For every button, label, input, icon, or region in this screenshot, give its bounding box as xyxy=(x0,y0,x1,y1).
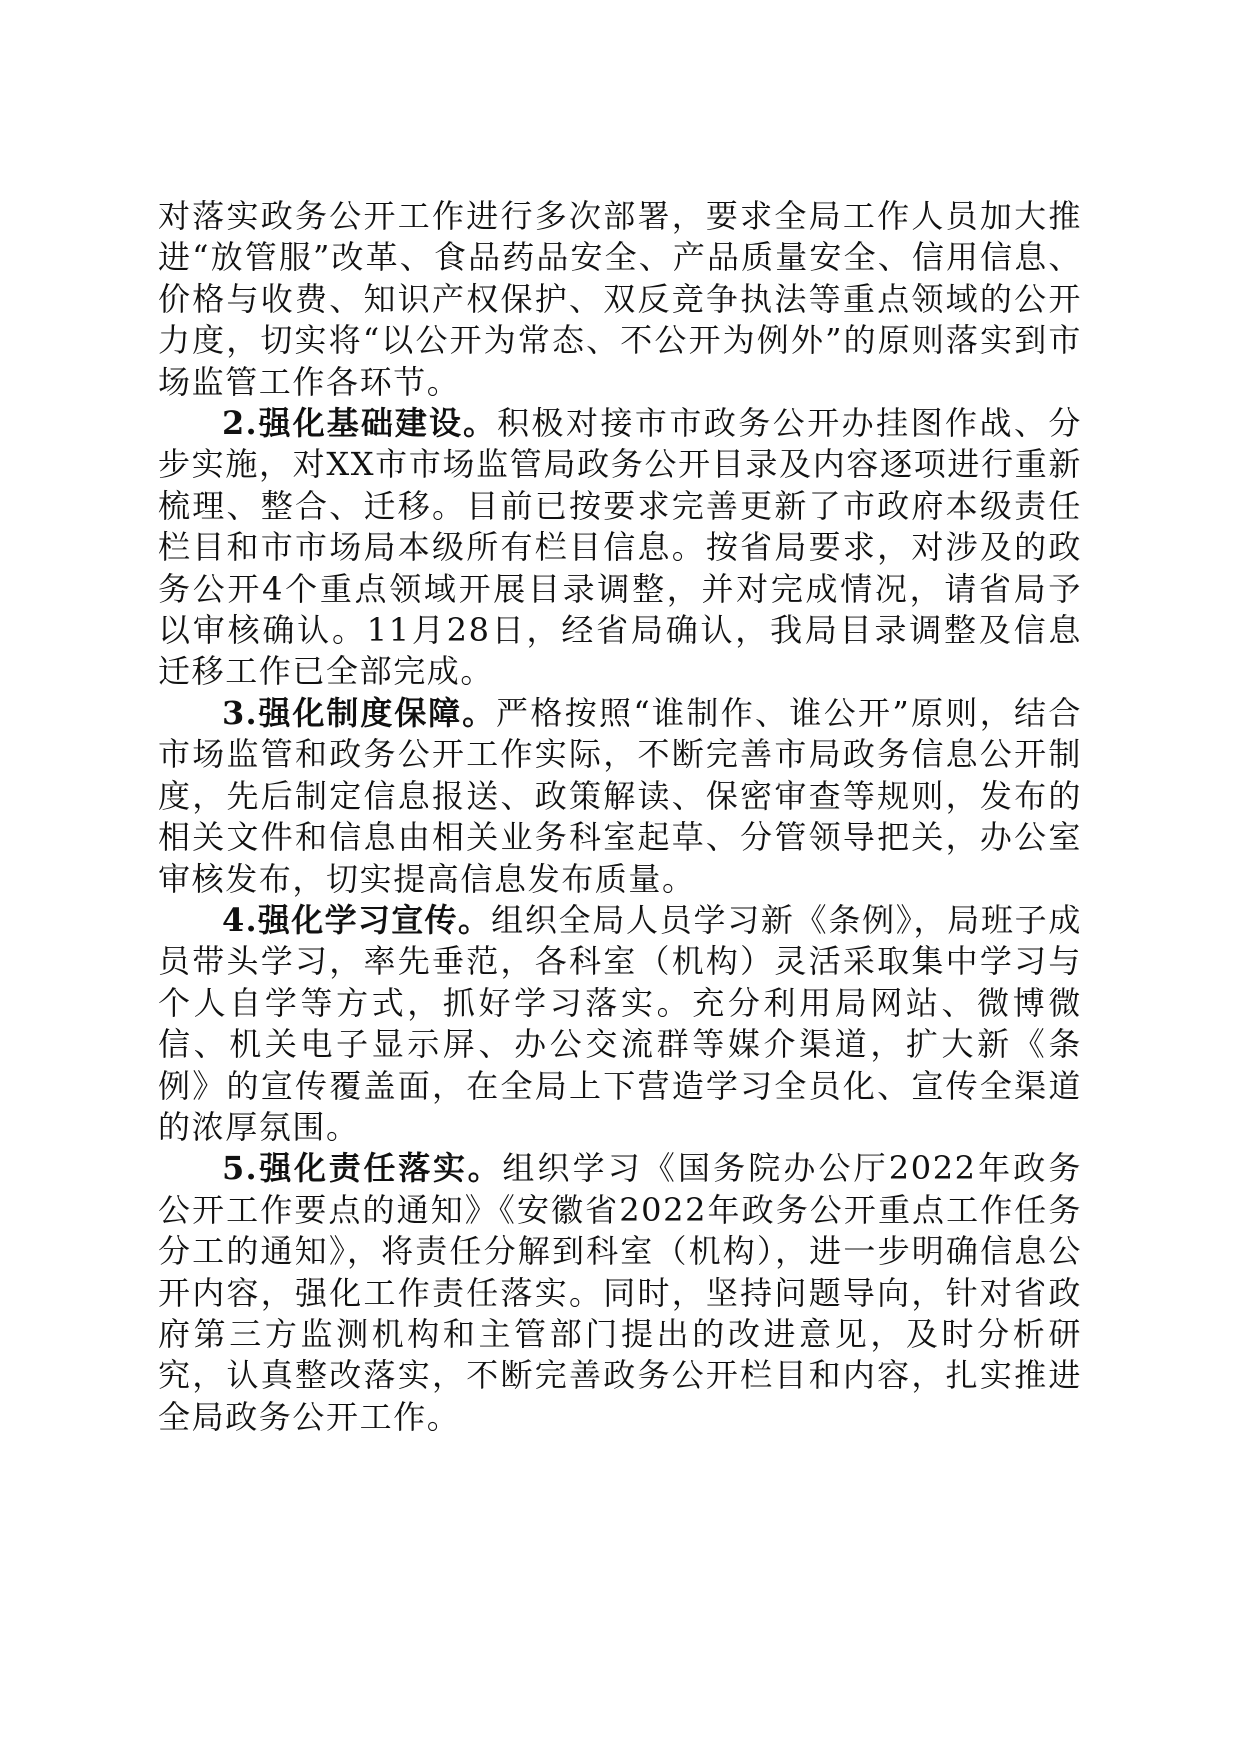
paragraph-1-body: 对落实政务公开工作进行多次部署，要求全局工作人员加大推进“放管服”改革、食品药品安全、产品质量安全、信用信息、价格与收费、知识产权保护、双反竞争执法等重点领域的公开力度，切实将“以公开为常态、不公开为例外”的原则落实到市场监管工作各环节。 xyxy=(158,197,1082,401)
paragraph-5 xyxy=(158,1148,1082,1438)
paragraph-4-heading: 4.强化学习宣传。 xyxy=(222,900,492,939)
paragraph-5-heading: 5.强化责任落实。 xyxy=(222,1149,503,1188)
paragraph-4 xyxy=(158,900,1082,1148)
paragraph-3-body: 严格按照“谁制作、谁公开”原则，结合市场监管和政务公开工作实际，不断完善市局政务信息公开制度，先后制定信息报送、政策解读、保密审查等规则，发布的相关文件和信息由相关业务科室起草、分管领导把关，办公室审核发布，切实提高信息发布质量。 xyxy=(158,693,1082,898)
paragraph-4-body: 组织全局人员学习新《条例》，局班子成员带头学习，率先垂范，各科室（机构）灵活采取集中学习与个人自学等方式，抓好学习落实。充分利用局网站、微博微信、机关电子显示屏、办公交流群等媒介渠道，扩大新《条例》的宣传覆盖面，在全局上下营造学习全员化、宣传全渠道的浓厚氛围。 xyxy=(158,900,1082,1146)
paragraph-1 xyxy=(158,196,1082,403)
paragraph-2 xyxy=(158,403,1082,693)
paragraph-2-heading: 2.强化基础建设。 xyxy=(222,404,498,443)
document-body xyxy=(158,196,1082,1438)
paragraph-3 xyxy=(158,693,1082,900)
paragraph-2-body: 积极对接市市政务公开办挂图作战、分步实施，对XX市市场监管局政务公开目录及内容逐项进行重新梳理、整合、迁移。目前已按要求完善更新了市政府本级责任栏目和市市场局本级所有栏目信息。按省局要求，对涉及的政务公开4个重点领域开展目录调整，并对完成情况，请省局予以审核确认。11月28日，经省局确认，我局目录调整及信息迁移工作已全部完成。 xyxy=(158,404,1082,691)
paragraph-3-heading: 3.强化制度保障。 xyxy=(222,693,497,732)
paragraph-5-body: 组织学习《国务院办公厅2022年政务公开工作要点的通知》《安徽省2022年政务公开重点工作任务分工的通知》，将责任分解到科室（机构），进一步明确信息公开内容，强化工作责任落实。同时，坚持问题导向，针对省政府第三方监测机构和主管部门提出的改进意见，及时分析研究，认真整改落实，不断完善政务公开栏目和内容，扎实推进全局政务公开工作。 xyxy=(158,1149,1082,1436)
